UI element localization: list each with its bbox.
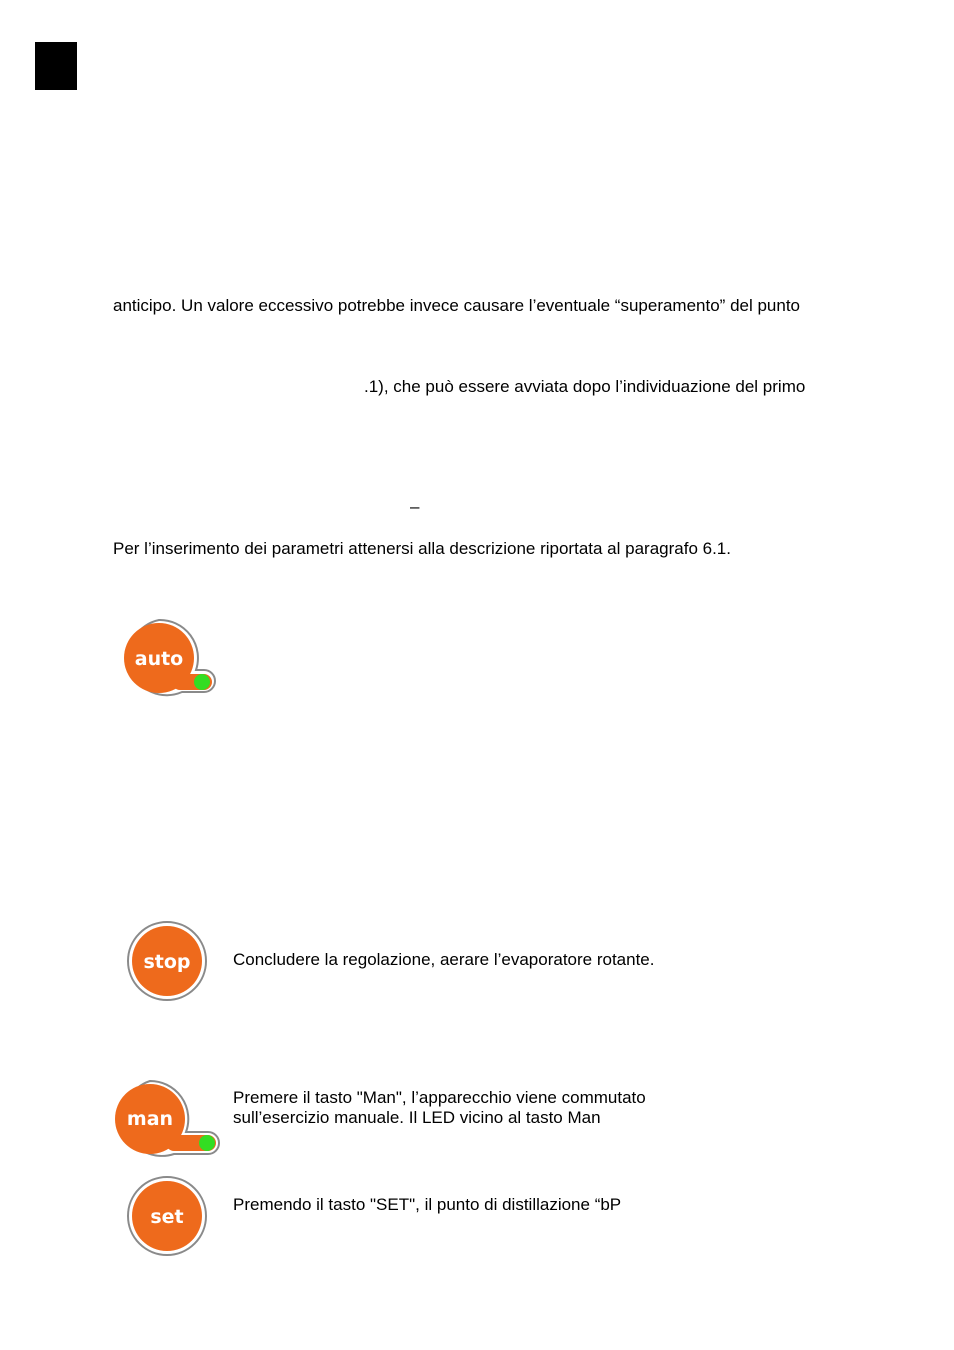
set-button[interactable] [126,1175,208,1257]
man-button[interactable] [110,1078,225,1160]
man-button-label: man [126,1108,174,1130]
stop-description: Concludere la regolazione, aerare l’evaporatore rotante. [233,950,655,969]
man-description-line2: sull’esercizio manuale. Il LED vicino al tasto Man [233,1108,601,1127]
auto-button-label: auto [134,648,184,670]
stop-button[interactable] [126,920,208,1002]
page-corner-marker [35,42,77,90]
auto-button[interactable] [112,614,222,704]
stop-button-label: stop [143,951,191,973]
text-line-parametri: Per l’inserimento dei parametri attenersi alla descrizione riportata al paragrafo 6.1. [113,539,731,558]
set-description: Premendo il tasto "SET", il punto di distillazione “bP [233,1195,622,1214]
text-line-avviata: .1), che può essere avviata dopo l’individuazione del primo [364,377,806,396]
auto-led-icon [194,674,210,690]
text-dash: – [410,497,420,516]
text-line-anticipo: anticipo. Un valore eccessivo potrebbe invece causare l’eventuale “superamento” del punto [113,296,801,315]
man-led-icon [199,1135,215,1151]
set-button-label: set [150,1206,184,1228]
man-description-line1: Premere il tasto "Man", l’apparecchio viene commutato [233,1088,646,1107]
